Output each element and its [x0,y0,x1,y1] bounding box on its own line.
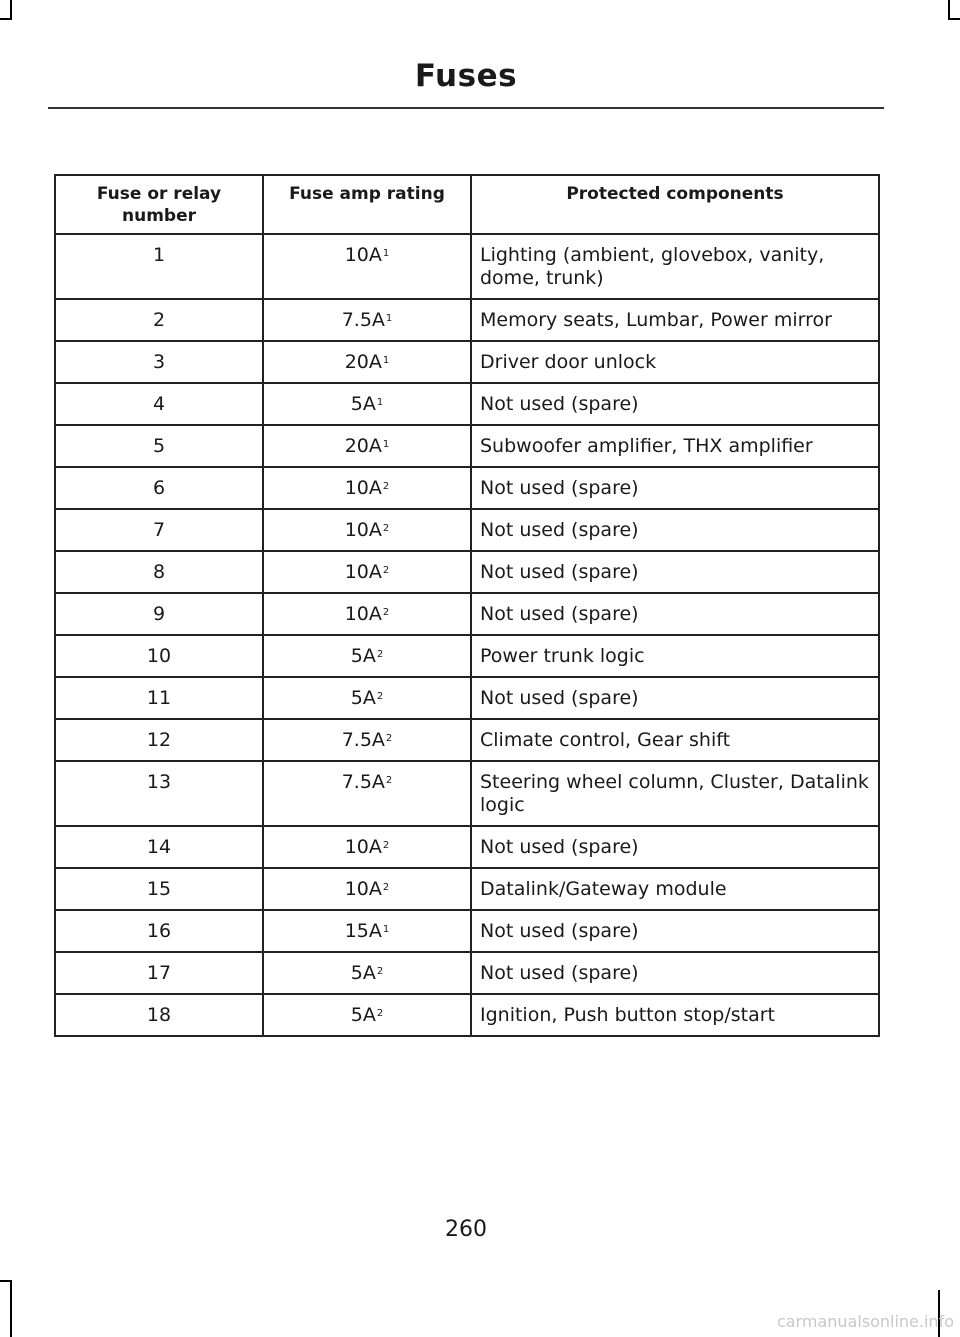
fuse-amp-cell [263,868,471,910]
fuse-amp-rating: 10A [344,477,382,499]
fuse-amp-cell [263,593,471,635]
protected-components: Steering wheel column, Cluster, Datalink logic [471,761,879,826]
footnote-marker: 2 [376,1008,384,1019]
table-row [55,234,879,299]
fuse-number: 1 [55,234,263,299]
protected-components: Not used (spare) [471,826,879,868]
table-row [55,994,879,1036]
footnote-marker: 2 [376,649,384,660]
footnote-marker: 1 [382,248,390,259]
fuse-amp-cell [263,383,471,425]
fuse-amp-rating: 7.5A [341,309,385,331]
fuse-amp-rating: 10A [344,519,382,541]
footnote-marker: 2 [382,523,390,534]
table-row [55,826,879,868]
protected-components: Driver door unlock [471,341,879,383]
footnote-marker: 2 [382,607,390,618]
footnote-marker: 2 [382,481,390,492]
fuse-amp-cell [263,234,471,299]
fuse-number: 5 [55,425,263,467]
crop-mark-bottom-left-vertical [10,1280,12,1337]
fuse-amp-cell [263,677,471,719]
footnote-marker: 1 [376,397,384,408]
column-header-number: Fuse or relay number [55,175,263,234]
fuse-amp-cell [263,952,471,994]
watermark: carmanualsonline.info [776,1312,954,1331]
footnote-marker: 1 [382,355,390,366]
footnote-marker: 1 [382,439,390,450]
protected-components: Not used (spare) [471,593,879,635]
protected-components: Not used (spare) [471,677,879,719]
fuse-amp-cell [263,994,471,1036]
table-row [55,467,879,509]
fuse-amp-rating: 10A [344,603,382,625]
table-row [55,341,879,383]
fuse-number: 11 [55,677,263,719]
protected-components: Ignition, Push button stop/start [471,994,879,1036]
fuse-number: 17 [55,952,263,994]
footnote-marker: 2 [382,882,390,893]
table-row [55,910,879,952]
fuse-amp-rating: 5A [350,687,376,709]
header-divider [48,107,884,109]
fuse-amp-cell [263,719,471,761]
protected-components: Lighting (ambient, glovebox, vanity, dome, trunk) [471,234,879,299]
table-row [55,719,879,761]
fuse-amp-rating: 10A [344,836,382,858]
table-row [55,761,879,826]
footnote-marker: 2 [376,691,384,702]
protected-components: Not used (spare) [471,910,879,952]
protected-components: Not used (spare) [471,467,879,509]
fuse-amp-cell [263,467,471,509]
fuse-amp-rating: 10A [344,878,382,900]
fuse-amp-rating: 5A [350,1004,376,1026]
protected-components: Datalink/Gateway module [471,868,879,910]
fuse-amp-rating: 10A [344,244,382,266]
fuse-amp-rating: 15A [344,920,382,942]
protected-components: Subwoofer amplifier, THX amplifier [471,425,879,467]
fuse-amp-cell [263,761,471,826]
fuse-number: 3 [55,341,263,383]
fuse-amp-cell [263,425,471,467]
footnote-marker: 2 [382,565,390,576]
table-row [55,677,879,719]
footnote-marker: 1 [385,313,393,324]
crop-mark-top-left-horizontal [0,18,12,20]
fuse-number: 4 [55,383,263,425]
footnote-marker: 2 [385,775,393,786]
fuse-number: 14 [55,826,263,868]
protected-components: Power trunk logic [471,635,879,677]
fuse-amp-rating: 7.5A [341,729,385,751]
protected-components: Not used (spare) [471,509,879,551]
table-row [55,593,879,635]
crop-mark-top-right-vertical [948,0,950,20]
fuse-amp-cell [263,826,471,868]
fuse-amp-cell [263,910,471,952]
fuse-amp-rating: 5A [350,393,376,415]
fuse-amp-cell [263,551,471,593]
fuse-amp-rating: 20A [344,351,382,373]
fuse-number: 7 [55,509,263,551]
fuse-number: 12 [55,719,263,761]
fuse-amp-cell [263,509,471,551]
protected-components: Memory seats, Lumbar, Power mirror [471,299,879,341]
fuse-number: 16 [55,910,263,952]
fuse-amp-rating: 10A [344,561,382,583]
fuse-number: 2 [55,299,263,341]
fuse-table [54,174,880,1037]
fuse-number: 6 [55,467,263,509]
table-row [55,868,879,910]
column-header-components: Protected components [471,175,879,234]
fuse-table-body [55,234,879,1036]
page-title: Fuses [414,58,518,94]
fuse-amp-cell [263,299,471,341]
table-row [55,635,879,677]
column-header-amp-rating: Fuse amp rating [263,175,471,234]
crop-mark-bottom-left-horizontal [0,1280,12,1282]
fuse-amp-rating: 7.5A [341,771,385,793]
table-row [55,509,879,551]
page-number: 260 [445,1217,487,1242]
protected-components: Climate control, Gear shift [471,719,879,761]
table-header-row [55,175,879,234]
fuse-amp-cell [263,341,471,383]
fuse-number: 18 [55,994,263,1036]
fuse-amp-rating: 5A [350,962,376,984]
footnote-marker: 1 [382,924,390,935]
crop-mark-top-left-vertical [10,0,12,20]
table-row [55,299,879,341]
fuse-number: 13 [55,761,263,826]
fuse-number: 15 [55,868,263,910]
fuse-number: 9 [55,593,263,635]
crop-mark-top-right-horizontal [948,18,960,20]
table-row [55,383,879,425]
table-row [55,952,879,994]
fuse-amp-rating: 20A [344,435,382,457]
protected-components: Not used (spare) [471,551,879,593]
protected-components: Not used (spare) [471,383,879,425]
footnote-marker: 2 [385,733,393,744]
fuse-number: 8 [55,551,263,593]
table-row [55,425,879,467]
protected-components: Not used (spare) [471,952,879,994]
fuse-amp-cell [263,635,471,677]
footnote-marker: 2 [382,840,390,851]
fuse-amp-rating: 5A [350,645,376,667]
fuse-number: 10 [55,635,263,677]
footnote-marker: 2 [376,966,384,977]
table-row [55,551,879,593]
